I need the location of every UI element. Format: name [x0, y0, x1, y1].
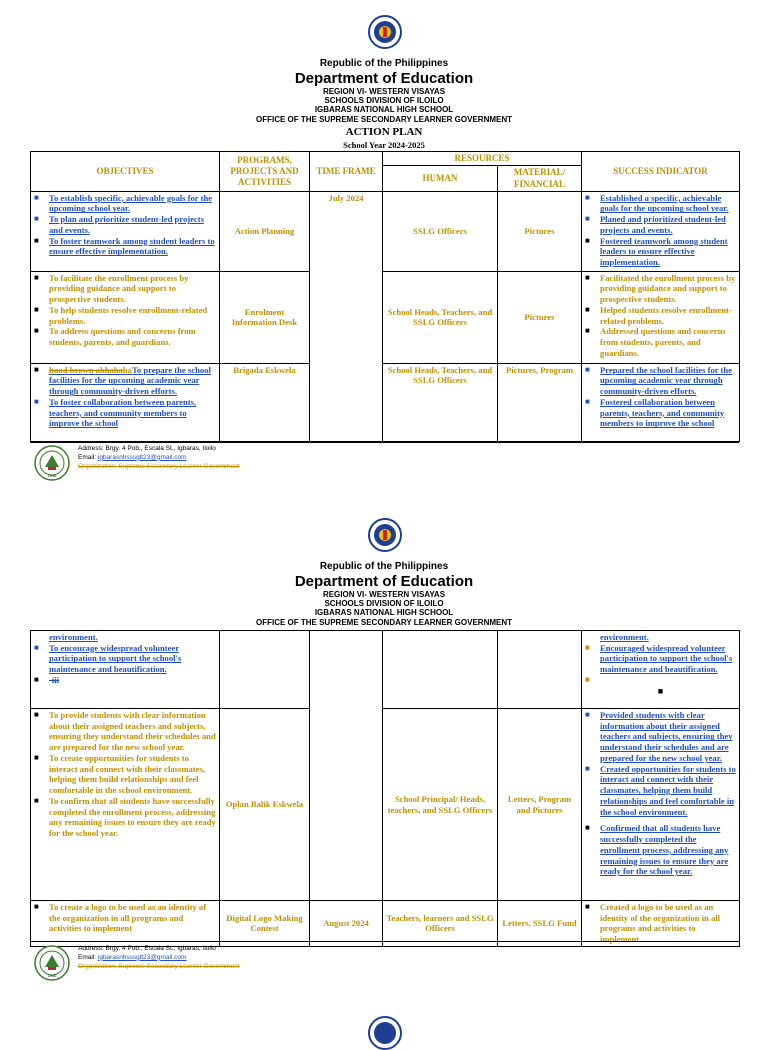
list-item: ■ To create a logo to be used as an identity of the organization in all programs and activities to implement [34, 902, 216, 934]
list-item: ■ To address questions and concerns from students, parents, and guardians. [34, 326, 216, 347]
program-cell: Enrolment Information Desk [220, 271, 310, 363]
department-title: Department of Education [294, 70, 474, 87]
human-cell: School Principal/ Heads, teachers, and SSLG Officers [383, 709, 498, 901]
deped-seal-icon [368, 518, 402, 552]
divider [30, 941, 739, 942]
logo-year: 1946 [47, 973, 57, 978]
header-human: HUMAN [383, 166, 498, 192]
program-cell: Digital Logo Making Contest [220, 901, 310, 947]
time-frame-cell: July 2024 [310, 191, 383, 441]
region-line: REGION VI- WESTERN VISAYAS [322, 590, 446, 599]
header-resources: RESOURCES [383, 152, 582, 166]
program-cell: Oplan Balik Eskwela [220, 709, 310, 901]
school-year: School Year 2024-2025 [343, 140, 425, 150]
list-item: ■ Encouraged widespread volunteer participation to support the school's maintenance and beautification. [585, 643, 736, 675]
list-item: ■ Fostered collaboration between parents, teachers, and community members to improve the school [585, 397, 736, 429]
material-cell: Pictures, Program [498, 363, 582, 441]
continued-text: environment. [49, 632, 98, 642]
footer-text [78, 945, 240, 971]
logo-year: 1946 [47, 473, 57, 478]
footer-organization: Organization: Supreme Secondary Learner Government [78, 462, 240, 470]
header-success: SUCCESS INDICATOR [582, 152, 740, 192]
list-item: ■ To foster teamwork among student leaders to ensure effective implementation. [34, 236, 216, 257]
footer [34, 945, 334, 981]
continued-text: environment. [600, 632, 649, 642]
success-cell [582, 901, 740, 947]
school-logo-icon [34, 945, 70, 981]
list-item [585, 675, 736, 686]
list-item: ■ Provided students with clear information about their assigned teachers and subjects, ensuring they understand their schedules and are prepared for the new school year. [585, 710, 736, 764]
list-item: ■ Created opportunities for students to interact and connect with their classmates, helping them build relationships and feel comfortable in the school environment. [585, 764, 736, 818]
material-cell [498, 631, 582, 709]
header-programs: PROGRAMS, PROJECTS AND ACTIVITIES [220, 152, 310, 192]
time-frame-cell [310, 631, 383, 901]
list-item: ■ Confirmed that all students have successfully completed the enrollment process, addressing any remaining issues to ensure they are ready for the school year. [585, 823, 736, 877]
department-title: Department of Education [294, 573, 474, 590]
footer-address: Address: Brgy. 4 Pob., Escala St., Igbaras, Iloilo [78, 445, 216, 452]
region-line: REGION VI- WESTERN VISAYAS [322, 87, 446, 96]
list-item: ■ To create opportunities for students to interact and connect with their classmates, helping them build relationships and feel comfortable in the school environment. [34, 753, 216, 796]
table-row [31, 709, 740, 901]
division-line: SCHOOLS DIVISION OF ILOILO [324, 599, 444, 608]
objectives-cell [31, 709, 220, 901]
list-item: ■ To provide students with clear information about their assigned teachers and subjects, ensuring they understand their schedules and are prepared for the new school year. [34, 710, 216, 753]
footer-email-label: Email: [78, 953, 98, 961]
office-line: OFFICE OF THE SUPREME SECONDARY LEARNER GOVERNMENT [255, 618, 513, 627]
human-cell: SSLG Officers [383, 191, 498, 271]
footer-email-link[interactable]: igbarasnhsssglt23@gmail.com [97, 453, 187, 461]
school-line: IGBARAS NATIONAL HIGH SCHOOL [314, 105, 454, 114]
struck-text: huod brown abhaha [49, 364, 123, 375]
list-item: ■ To help students resolve enrollment-related problems. [34, 305, 216, 326]
objectives-cell [31, 631, 220, 709]
list-item: ■ Addressed questions and concerns from students, parents, and guardians. [585, 326, 736, 358]
republic-line: Republic of the Philippines [319, 561, 449, 572]
list-item: ■ Fostered teamwork among student leaders to ensure effective implementation. [585, 236, 736, 268]
material-cell: Letters, SSLG Fund [498, 901, 582, 947]
list-item: ■ To foster collaboration between parents, teachers, and community members to improve the school [34, 397, 216, 429]
header-objectives: OBJECTIVES [31, 152, 220, 192]
school-line: IGBARAS NATIONAL HIGH SCHOOL [314, 608, 454, 617]
human-cell: School Heads, Teachers, and SSLG Officers [383, 271, 498, 363]
list-item: ■ To establish specific, achievable goals for the upcoming school year. [34, 193, 216, 214]
inline-text: ha [122, 364, 132, 375]
success-cell [582, 709, 740, 901]
list-item: ■ To plan and prioritize student-led projects and events. [34, 214, 216, 235]
program-cell: Action Planning [220, 191, 310, 271]
action-plan-title: ACTION PLAN [345, 126, 423, 138]
material-cell: Letters, Program and Pictures [498, 709, 582, 901]
list-item: ■ Prepared the school facilities for the upcoming academic year through community-driven efforts. [585, 365, 736, 397]
footer-email-link[interactable]: igbarasnhsssglt23@gmail.com [97, 953, 187, 961]
human-cell [383, 631, 498, 709]
list-item: ■ Planed and prioritized student-led projects and events. [585, 214, 736, 235]
list-item: ■ Created a logo to be used as an identity of the organization in all programs and activities to implement [585, 902, 736, 945]
human-cell: School Heads, Teachers, and SSLG Officers [383, 363, 498, 441]
office-line: OFFICE OF THE SUPREME SECONDARY LEARNER GOVERNMENT [255, 115, 513, 124]
list-item: ■ To encourage widespread volunteer participation to support the school's maintenance and beautification. [34, 643, 216, 675]
bullet-icon: ■ [657, 685, 664, 696]
table-row [31, 901, 740, 947]
footer-email-line [78, 954, 240, 963]
list-item: ■ Established a specific, achievable goals for the upcoming school year. [585, 193, 736, 214]
list-item: ■ To confirm that all students have successfully completed the enrollment process, addressing any remaining issues to ensure they are ready for the school year. [34, 796, 216, 839]
action-plan-table-continued [30, 630, 740, 947]
deped-seal-icon [368, 1016, 402, 1050]
human-cell: Teachers, learners and SSLG Officers [383, 901, 498, 947]
objective-text: To prepare the school facilities for the upcoming academic year through community-driven efforts. [49, 364, 211, 397]
table-row [31, 631, 740, 709]
list-item: ■ Facilitated the enrollment process by providing guidance and support to prospective students. [585, 273, 736, 305]
header-material: MATERIAL/ FINANCIAL [498, 166, 582, 192]
division-line: SCHOOLS DIVISION OF ILOILO [324, 96, 444, 105]
material-cell: Pictures [498, 191, 582, 271]
list-item: ■ To facilitate the enrollment process by providing guidance and support to prospective students. [34, 273, 216, 305]
republic-line: Republic of the Philippines [319, 58, 449, 69]
list-item: ■ -iii [34, 675, 216, 686]
program-cell [220, 631, 310, 709]
footer-address: Address: Brgy. 4 Pob., Escala St., Igbaras, Iloilo [78, 945, 216, 952]
header-time-frame: TIME FRAME [310, 152, 383, 192]
objectives-cell [31, 901, 220, 947]
material-cell: Pictures [498, 271, 582, 363]
program-cell: Brigada Eskwela [220, 363, 310, 441]
footer-organization: Organization: Supreme Secondary Learner Government [78, 962, 240, 970]
success-cell [582, 631, 740, 709]
footer-email-label: Email: [78, 453, 98, 461]
list-item: ■ Helped students resolve enrollment-related problems. [585, 305, 736, 326]
time-frame-cell: August 2024 [310, 901, 383, 947]
